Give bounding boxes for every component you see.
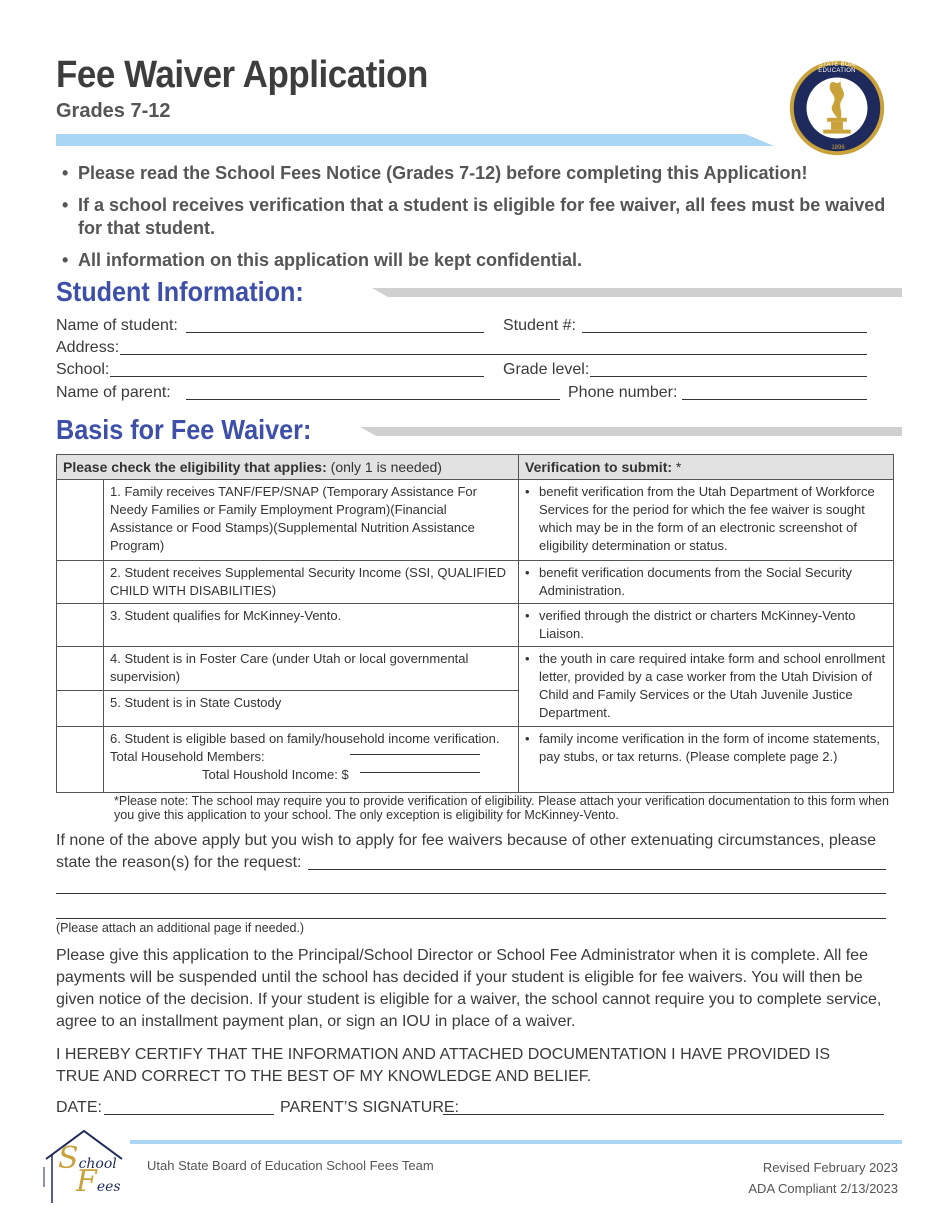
page-title: Fee Waiver Application	[56, 54, 428, 96]
eligibility-item: 2. Student receives Supplemental Security Income (SSI, QUALIFIED CHILD WITH DISABILITIES)	[104, 561, 519, 604]
eligibility-item: 1. Family receives TANF/FEP/SNAP (Temporary Assistance For Needy Families or Family Employment Program)(Financial Assistance or Food Stamps)(Supplemental Nutrition Assistance Program)	[104, 480, 519, 561]
verification-column-header: Verification to submit: *	[519, 455, 894, 480]
signature-field[interactable]	[443, 1114, 884, 1115]
section-divider	[360, 427, 902, 436]
table-header-row	[57, 455, 894, 480]
table-row	[57, 561, 894, 604]
basis-heading: Basis for Fee Waiver:	[56, 414, 312, 445]
footer-revised: Revised February 2023	[762, 1160, 898, 1175]
table-row	[57, 727, 894, 793]
verification-cell: • benefit verification from the Utah Department of Workforce Services for the period for which the fee waiver is sought which may be in the form of an electronic screenshot of eligibility determination or status.	[519, 480, 894, 561]
eligibility-table	[56, 454, 894, 793]
parent-name-field[interactable]	[186, 399, 560, 400]
reason-field-line-3[interactable]	[56, 918, 886, 919]
submission-instructions: Please give this application to the Principal/School Director or School Fee Administrator when it is complete. All fee payments will be suspended until the school has decided if your student is eligible for fee waivers. You will then be given notice of the decision. If your student is eligible for a waiver, the school cannot require you to complete service, agree to an installment payment plan, or sign an IOU in place of a waiver.	[56, 947, 882, 1030]
household-members-field[interactable]	[350, 754, 480, 755]
eligibility-checkbox-6[interactable]	[57, 727, 104, 793]
table-row	[57, 647, 894, 691]
verification-cell: • verified through the district or charters McKinney-Vento Liaison.	[519, 604, 894, 647]
school-label: School:	[56, 361, 110, 378]
reason-field-line-1[interactable]	[308, 869, 886, 870]
seal-text: UTAH STATE BOARD OF EDUCATION	[799, 62, 875, 74]
school-field[interactable]	[110, 376, 484, 377]
eligibility-checkbox-2[interactable]	[57, 561, 104, 604]
phone-number-field[interactable]	[682, 399, 867, 400]
table-row	[57, 604, 894, 647]
footer-ada: ADA Compliant 2/13/2023	[748, 1181, 898, 1196]
phone-number-label: Phone number:	[568, 384, 678, 401]
address-label: Address:	[56, 339, 120, 356]
eligibility-column-header: Please check the eligibility that applies: (only 1 is needed)	[57, 455, 519, 480]
bullet-item: • Please read the School Fees Notice (Grades 7-12) before completing this Application!	[62, 162, 912, 185]
bullet-item: • All information on this application will be kept confidential.	[62, 249, 912, 272]
bullet-item: • If a school receives verification that a student is eligible for fee waiver, all fees must be waived for that student.	[62, 194, 912, 240]
verification-note: *Please note: The school may require you to provide verification of eligibility. Please attach your verification documentation to this form when you give this application to your school. The only exception is eligibility for McKinney-Vento.	[114, 794, 889, 822]
footer-divider	[130, 1140, 902, 1144]
seal-year: 1896	[831, 145, 845, 151]
student-number-field[interactable]	[582, 332, 867, 333]
eligibility-item: 6. Student is eligible based on family/household income verification. Total Household Members: Total Houshold Income: $	[104, 727, 519, 793]
section-divider	[372, 288, 902, 297]
eligibility-item: 5. Student is in State Custody	[104, 691, 519, 727]
student-number-label: Student #:	[503, 317, 576, 334]
parent-name-label: Name of parent:	[56, 384, 171, 401]
address-field[interactable]	[120, 354, 867, 355]
student-info-heading: Student Information:	[56, 276, 304, 307]
certification-statement: I HEREBY CERTIFY THAT THE INFORMATION AND ATTACHED DOCUMENTATION I HAVE PROVIDED IS TRUE AND CORRECT TO THE BEST OF MY KNOWLEDGE AND BELIEF.	[56, 1046, 831, 1085]
eligibility-checkbox-4[interactable]	[57, 647, 104, 691]
eligibility-item: 4. Student is in Foster Care (under Utah or local governmental supervision)	[104, 647, 519, 691]
date-label: DATE:	[56, 1099, 102, 1116]
household-income-field[interactable]	[360, 772, 480, 773]
student-name-label: Name of student:	[56, 317, 178, 334]
verification-cell: • benefit verification documents from the Social Security Administration.	[519, 561, 894, 604]
verification-cell: • the youth in care required intake form and school enrollment letter, provided by a case worker from the Utah Division of Child and Family Services or the Utah Juvenile Justice Department.	[519, 647, 894, 727]
school-fees-logo-text: School Fees	[58, 1141, 121, 1199]
eligibility-checkbox-3[interactable]	[57, 604, 104, 647]
reason-field-line-2[interactable]	[56, 893, 886, 894]
eligibility-checkbox-1[interactable]	[57, 480, 104, 561]
page-subtitle: Grades 7-12	[56, 100, 171, 122]
eligibility-item: 3. Student qualifies for McKinney-Vento.	[104, 604, 519, 647]
grade-level-field[interactable]	[590, 376, 867, 377]
footer-team: Utah State Board of Education School Fees Team	[147, 1158, 434, 1173]
attach-note: (Please attach an additional page if needed.)	[56, 921, 305, 935]
signature-label: PARENT’S SIGNATURE:	[280, 1099, 459, 1116]
student-name-field[interactable]	[186, 332, 484, 333]
eligibility-checkbox-5[interactable]	[57, 691, 104, 727]
date-field[interactable]	[104, 1114, 274, 1115]
instructions-bullets	[62, 162, 912, 281]
verification-cell: • family income verification in the form of income statements, pay stubs, or tax returns. (Please complete page 2.)	[519, 727, 894, 793]
other-circumstances-prompt: If none of the above apply but you wish to apply for fee waivers because of other extenuating circumstances, please state the reason(s) for the request:	[56, 832, 877, 871]
grade-level-label: Grade level:	[503, 361, 590, 378]
header-divider	[56, 134, 774, 146]
table-row	[57, 480, 894, 561]
